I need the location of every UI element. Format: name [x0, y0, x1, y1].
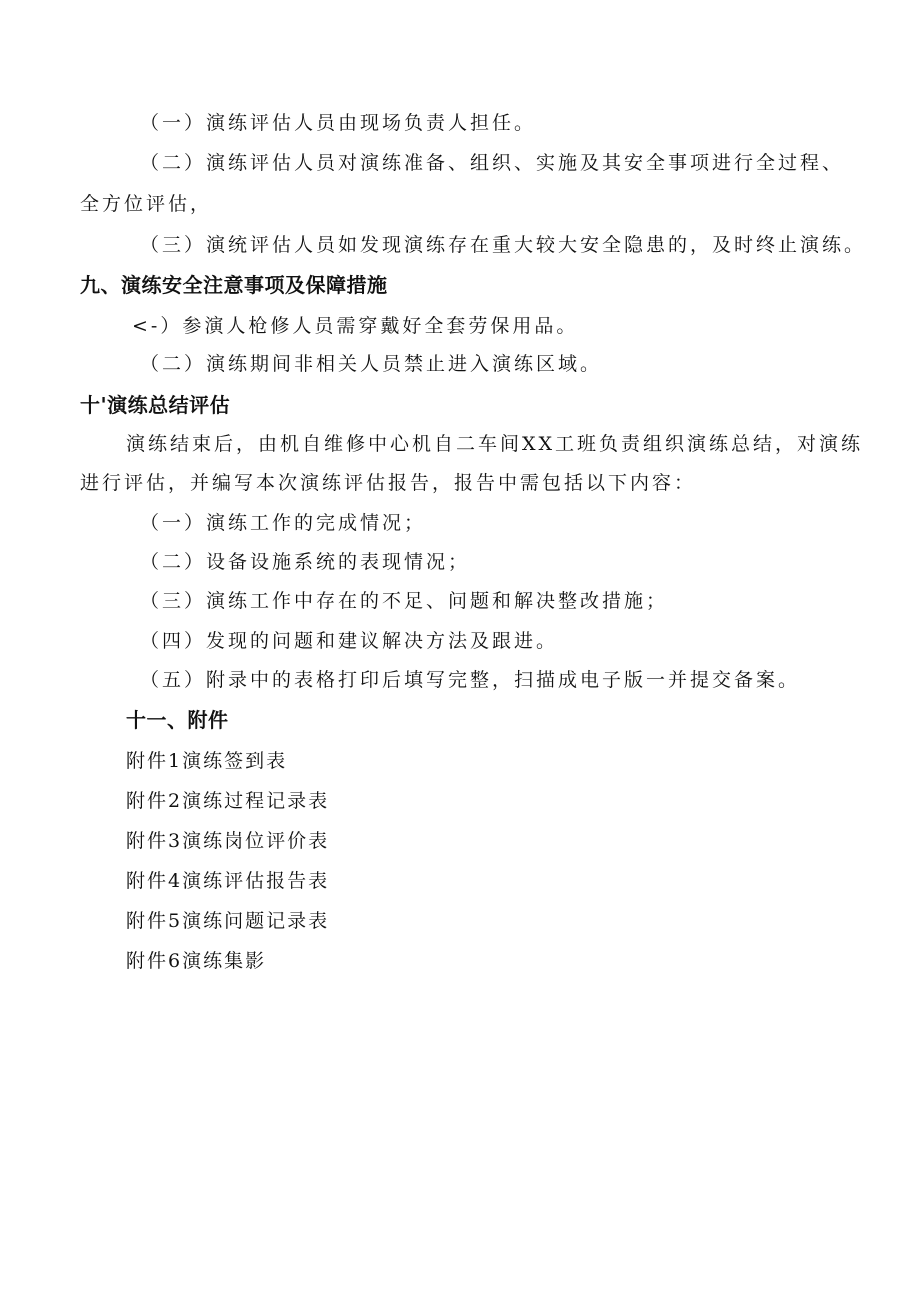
summary-item-5: （五）附录中的表格打印后填写完整，扫描成电子版一并提交备案。 — [140, 669, 801, 691]
attachment-item-4: 附件4演练评估报告表 — [126, 870, 330, 892]
summary-item-1: （一）演练工作的完成情况； — [140, 512, 427, 534]
eval-item-1: （一）演练评估人员由现场负责人担任。 — [140, 112, 537, 134]
safety-item-2: （二）演练期间非相关人员禁止进入演练区域。 — [140, 353, 603, 375]
attachment-item-2: 附件2演练过程记录表 — [126, 790, 330, 812]
summary-item-3: （三）演练工作中存在的不足、问题和解决整改措施； — [140, 590, 669, 612]
summary-item-4: （四）发现的问题和建议解决方法及跟进。 — [140, 630, 559, 652]
section-heading-attachments: 十一、附件 — [126, 708, 229, 732]
safety-item-1: <-）参演人枪修人员需穿戴好全套劳保用品。 — [132, 315, 579, 337]
section-heading-safety: 九、演练安全注意事项及保障措施 — [80, 273, 388, 297]
summary-intro-line-1: 演练结束后，由机自维修中心机自二车间XX工班负责组织演练总结，对演练 — [126, 433, 864, 455]
summary-intro-line-2: 进行评估，并编写本次演练评估报告，报告中需包括以下内容： — [80, 472, 697, 494]
eval-item-3: （三）演统评估人员如发现演练存在重大较大安全隐患的，及时终止演练。 — [140, 234, 867, 256]
attachment-item-3: 附件3演练岗位评价表 — [126, 830, 330, 852]
eval-item-2-line-2: 全方位评估， — [80, 193, 213, 215]
summary-item-2: （二）设备设施系统的表现情况； — [140, 551, 471, 573]
attachment-item-1: 附件1演练签到表 — [126, 750, 288, 772]
eval-item-2-line-1: （二）演练评估人员对演练准备、组织、实施及其安全事项进行全过程、 — [140, 152, 845, 174]
section-heading-summary: 十'演练总结评估 — [80, 393, 231, 417]
attachment-item-6: 附件6演练集影 — [126, 950, 267, 972]
attachment-item-5: 附件5演练问题记录表 — [126, 910, 330, 932]
